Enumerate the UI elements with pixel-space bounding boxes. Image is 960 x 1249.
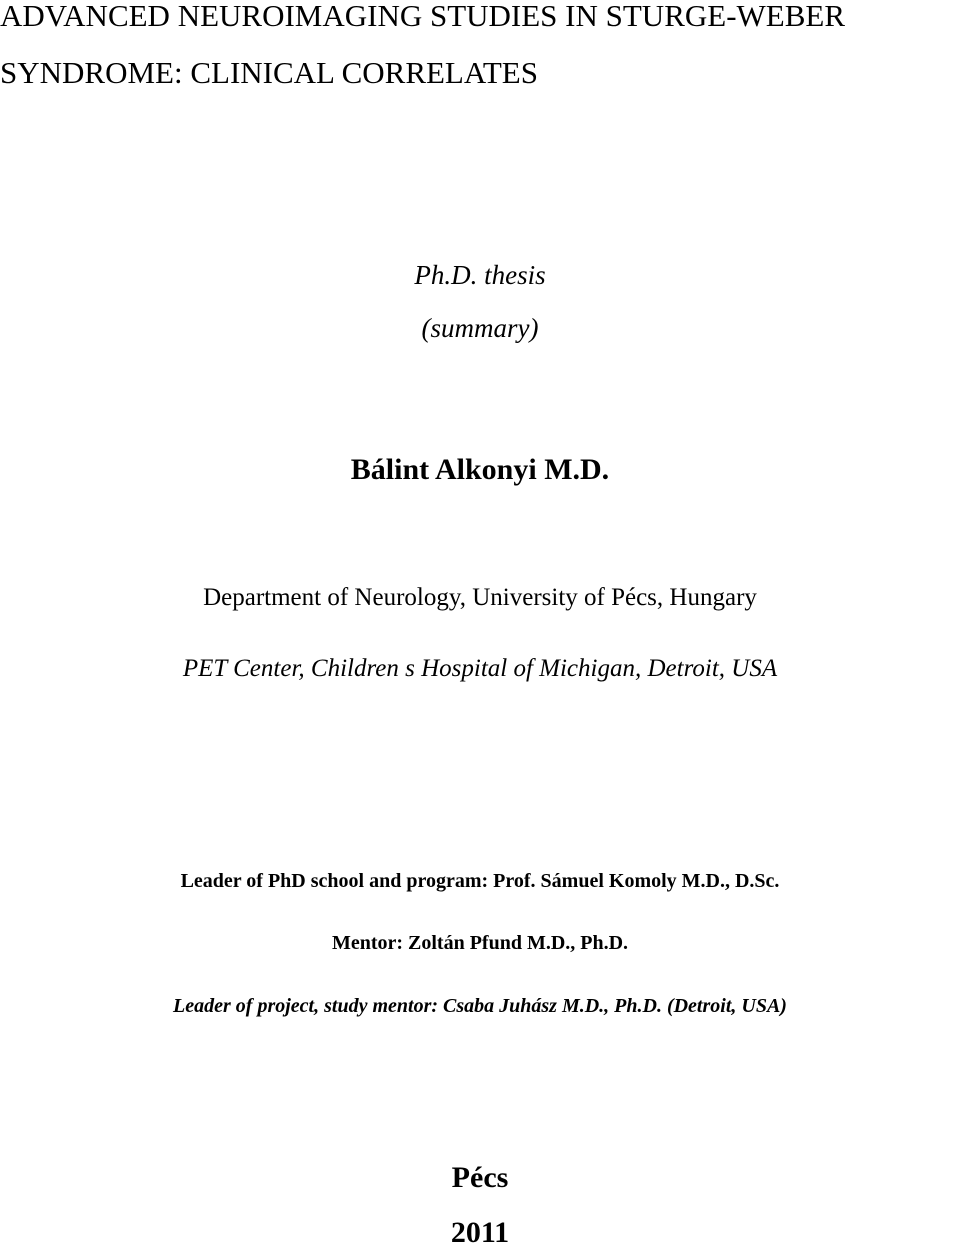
city: Pécs <box>451 1161 509 1194</box>
year: 2011 <box>450 1216 510 1249</box>
author-name: Bálint Alkonyi M.D. <box>350 453 610 486</box>
project-leader: Leader of project, study mentor: Csaba Juhász M.D., Ph.D. (Detroit, USA) <box>173 995 787 1017</box>
thesis-type: Ph.D. thesis <box>414 260 546 290</box>
affiliation-department: Department of Neurology, University of Pécs, Hungary <box>203 584 757 611</box>
thesis-title-line-2: SYNDROME: CLINICAL CORRELATES <box>0 55 538 90</box>
thesis-title-line-1: ADVANCED NEUROIMAGING STUDIES IN STURGE-WEBER <box>0 0 846 33</box>
thesis-subtype: (summary) <box>421 313 539 343</box>
phd-school-leader: Leader of PhD school and program: Prof. Sámuel Komoly M.D., D.Sc. <box>180 870 780 892</box>
mentor: Mentor: Zoltán Pfund M.D., Ph.D. <box>331 932 629 954</box>
affiliation-pet-center: PET Center, Children s Hospital of Michigan, Detroit, USA <box>182 655 778 682</box>
